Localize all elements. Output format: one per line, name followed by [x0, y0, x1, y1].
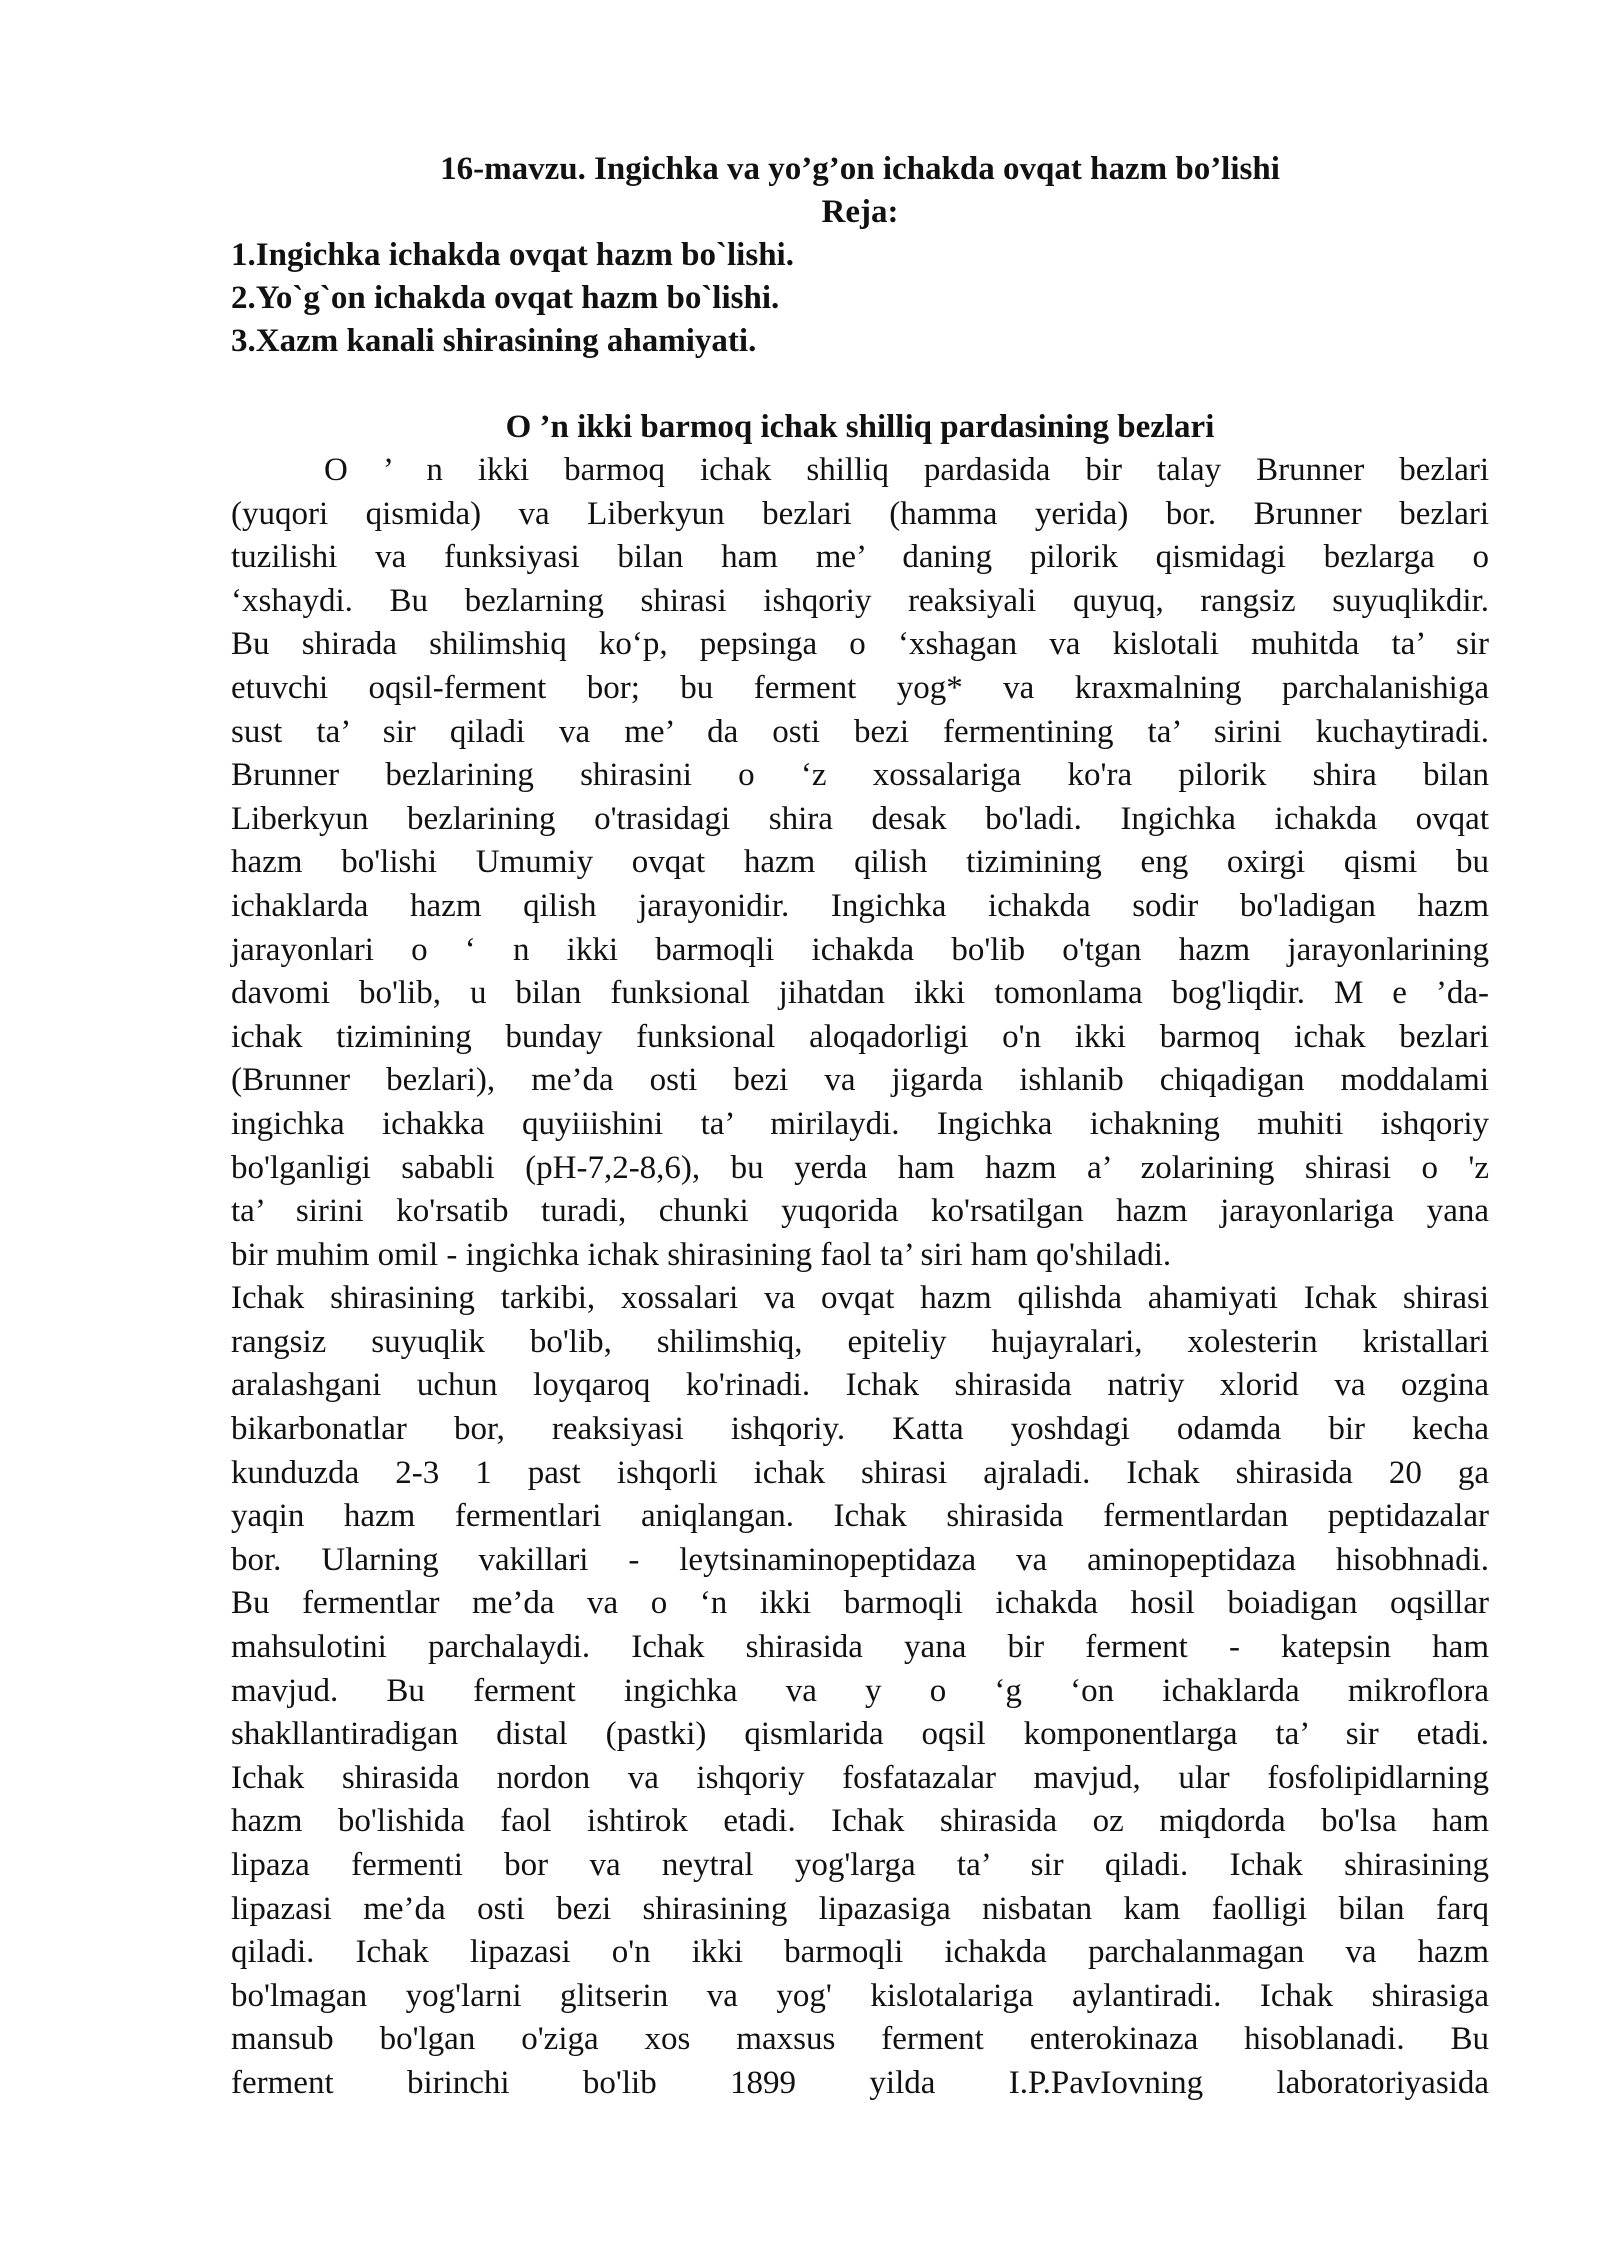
text-line: Bu fermentlar me’da va o ‘n ikki barmoqli ichakda hosil boiadigan oqsillar	[231, 1585, 1489, 1622]
text-line: bo'lmagan yog'larni glitserin va yog' kislotalariga aylantiradi. Ichak shirasiga	[231, 1977, 1489, 2014]
text-line: mansub bo'lgan o'ziga xos maxsus ferment enterokinaza hisoblanadi. Bu	[231, 2021, 1489, 2058]
text-line: lipazasi me’da osti bezi shirasining lipazasiga nisbatan kam faolligi bilan farq	[231, 1890, 1489, 1927]
text-line: lipaza fermenti bor va neytral yog'larga ta’ sir qiladi. Ichak shirasining	[231, 1847, 1489, 1883]
text-line: ichaklarda hazm qilish jarayonidir. Ingichka ichakda sodir bo'ladigan hazm	[231, 887, 1489, 924]
text-line: Bu shirada shilimshiq ko‘p, pepsinga o ‘xshagan va kislotali muhitda ta’ sir	[231, 626, 1489, 663]
text-line: bir muhim omil - ingichka ichak shirasining faol ta’ siri ham qo'shiladi.	[231, 1236, 1172, 1273]
text-line: ta’ sirini ko'rsatib turadi, chunki yuqorida ko'rsatilgan hazm jarayonlariga yana	[231, 1193, 1489, 1230]
text-line: shakllantiradigan distal (pastki) qismlarida oqsil komponentlarga ta’ sir etadi.	[231, 1716, 1489, 1753]
text-line: O ’ n ikki barmoq ichak shilliq pardasida bir talay Brunner bezlari	[324, 452, 1489, 488]
plan-item: 3.Xazm kanali shirasining ahamiyati.	[231, 323, 757, 359]
text-line: jarayonlari o ‘ n ikki barmoqli ichakda bo'lib o'tgan hazm jarayonlarining	[231, 931, 1489, 968]
text-line: Brunner bezlarining shirasini o ‘z xossalariga ko'ra pilorik shira bilan	[231, 757, 1489, 794]
text-line: hazm bo'lishi Umumiy ovqat hazm qilish tizimining eng oxirgi qismi bu	[231, 844, 1489, 881]
document-content	[231, 148, 1489, 2106]
text-line: Ichak shirasida nordon va ishqoriy fosfatazalar mavjud, ular fosfolipidlarning	[231, 1759, 1489, 1796]
plan-list	[231, 234, 1489, 363]
text-line: sust ta’ sir qiladi va me’ da osti bezi fermentining ta’ sirini kuchaytiradi.	[231, 713, 1489, 750]
text-line: davomi bo'lib, u bilan funksional jihatdan ikki tomonlama bog'liqdir. M e ’da-	[231, 975, 1489, 1012]
text-line: ferment birinchi bo'lib 1899 yilda I.P.PavIovning laboratoriyasida	[231, 2064, 1489, 2101]
text-line: mavjud. Bu ferment ingichka va y o ‘g ‘on ichaklarda mikroflora	[231, 1672, 1489, 1709]
text-line: tuzilishi va funksiyasi bilan ham me’ daning pilorik qismidagi bezlarga o	[231, 539, 1489, 576]
paragraph-2	[231, 1277, 1489, 2105]
text-line: Liberkyun bezlarining o'trasidagi shira desak bo'ladi. Ingichka ichakda ovqat	[231, 800, 1489, 837]
text-line: bo'lganligi sababli (pH-7,2-8,6), bu yerda ham hazm a’ zolarining shirasi o 'z	[231, 1149, 1489, 1186]
document-title: 16-mavzu. Ingichka va yo’g’on ichakda ovqat hazm bo’lishi	[440, 151, 1280, 187]
paragraph-1	[231, 449, 1489, 1277]
text-line: ingichka ichakka quyiiishini ta’ mirilaydi. Ingichka ichakning muhiti ishqoriy	[231, 1105, 1489, 1142]
text-line: Ichak shirasining tarkibi, xossalari va ovqat hazm qilishda ahamiyati Ichak shirasi	[231, 1280, 1489, 1317]
plan-item: 1.Ingichka ichakda ovqat hazm bo`lishi.	[231, 237, 794, 273]
section-title: O ’n ikki barmoq ichak shilliq pardasining bezlari	[505, 409, 1215, 445]
text-line: etuvchi oqsil-ferment bor; bu ferment yog* va kraxmalning parchalanishiga	[231, 669, 1489, 706]
text-line: bikarbonatlar bor, reaksiyasi ishqoriy. Katta yoshdagi odamda bir kecha	[231, 1411, 1489, 1448]
plan-heading: Reja:	[821, 194, 899, 230]
text-line: bor. Ularning vakillari - leytsinaminopeptidaza va aminopeptidaza hisobhnadi.	[231, 1541, 1489, 1578]
plan-item: 2.Yo`g`on ichakda ovqat hazm bo`lishi.	[231, 280, 780, 316]
text-line: rangsiz suyuqlik bo'lib, shilimshiq, epiteliy hujayralari, xolesterin kristallari	[231, 1323, 1489, 1360]
text-line: mahsulotini parchalaydi. Ichak shirasida yana bir ferment - katepsin ham	[231, 1629, 1489, 1666]
text-line: qiladi. Ichak lipazasi o'n ikki barmoqli ichakda parchalanmagan va hazm	[231, 1934, 1489, 1971]
text-line: (Brunner bezlari), me’da osti bezi va jigarda ishlanib chiqadigan moddalami	[231, 1062, 1489, 1099]
text-line: (yuqori qismida) va Liberkyun bezlari (hamma yerida) bor. Brunner bezlari	[231, 495, 1489, 532]
text-line: aralashgani uchun loyqaroq ko'rinadi. Ichak shirasida natriy xlorid va ozgina	[231, 1367, 1489, 1404]
text-line: ‘xshaydi. Bu bezlarning shirasi ishqoriy reaksiyali quyuq, rangsiz suyuqlikdir.	[231, 582, 1489, 619]
text-line: yaqin hazm fermentlari aniqlangan. Ichak shirasida fermentlardan peptidazalar	[231, 1498, 1489, 1535]
text-line: ichak tizimining bunday funksional aloqadorligi o'n ikki barmoq ichak bezlari	[231, 1018, 1489, 1055]
text-line: kunduzda 2-3 1 past ishqorli ichak shirasi ajraladi. Ichak shirasida 20 ga	[231, 1454, 1489, 1491]
text-line: hazm bo'lishida faol ishtirok etadi. Ichak shirasida oz miqdorda bo'lsa ham	[231, 1803, 1489, 1840]
